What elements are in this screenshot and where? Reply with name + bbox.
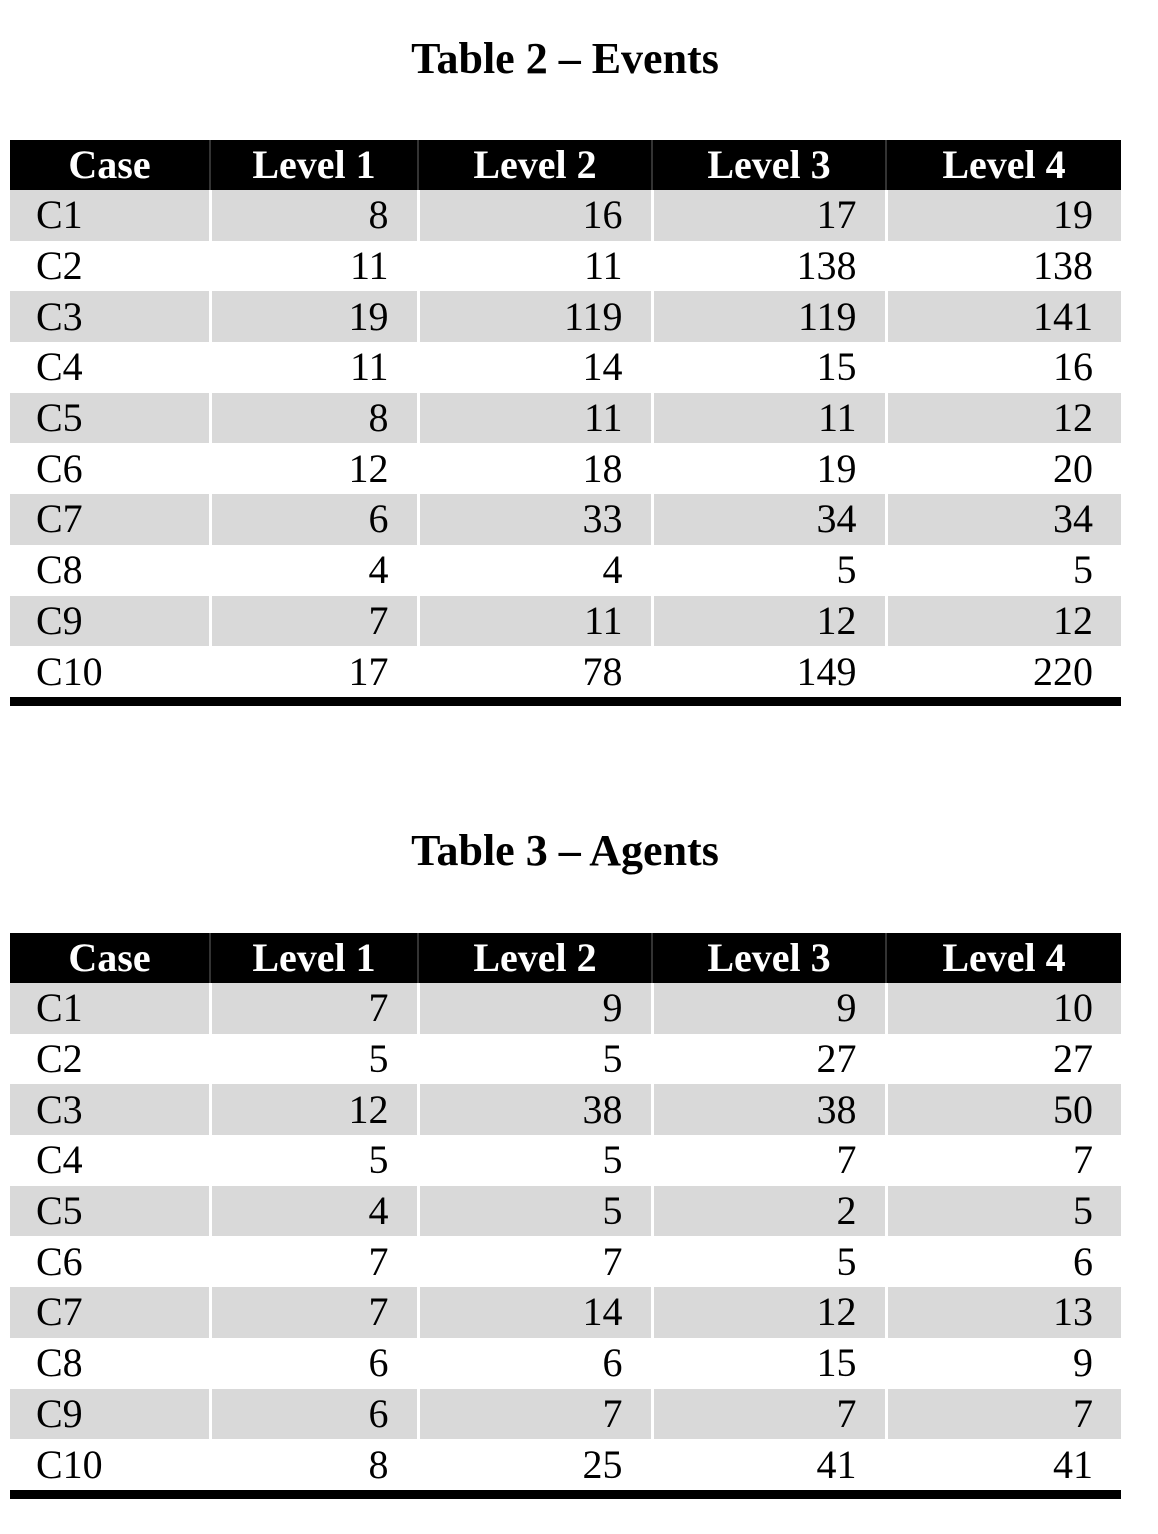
level-3-cell: 17 [652, 190, 886, 241]
case-cell: C7 [10, 1287, 210, 1338]
level-2-cell: 5 [418, 1135, 652, 1186]
level-2-cell: 7 [418, 1236, 652, 1287]
level-4-cell: 6 [886, 1236, 1121, 1287]
column-header-level-1: Level 1 [210, 933, 418, 983]
level-2-cell: 18 [418, 443, 652, 494]
level-2-cell: 119 [418, 291, 652, 342]
level-1-cell: 8 [210, 1439, 418, 1494]
column-header-case: Case [10, 140, 210, 190]
case-cell: C6 [10, 443, 210, 494]
case-cell: C7 [10, 494, 210, 545]
agents-table [10, 933, 1121, 1499]
level-2-cell: 11 [418, 393, 652, 444]
table-row [10, 1389, 1121, 1440]
level-3-cell: 9 [652, 983, 886, 1034]
level-4-cell: 9 [886, 1338, 1121, 1389]
level-1-cell: 11 [210, 342, 418, 393]
case-cell: C1 [10, 190, 210, 241]
level-3-cell: 41 [652, 1439, 886, 1494]
level-3-cell: 27 [652, 1034, 886, 1085]
level-1-cell: 12 [210, 1084, 418, 1135]
case-cell: C10 [10, 1439, 210, 1494]
level-1-cell: 4 [210, 1186, 418, 1237]
level-2-cell: 11 [418, 596, 652, 647]
level-4-cell: 19 [886, 190, 1121, 241]
table-row [10, 190, 1121, 241]
level-4-cell: 13 [886, 1287, 1121, 1338]
level-3-cell: 19 [652, 443, 886, 494]
table-row [10, 983, 1121, 1034]
level-3-cell: 12 [652, 596, 886, 647]
level-1-cell: 12 [210, 443, 418, 494]
level-3-cell: 119 [652, 291, 886, 342]
level-1-cell: 5 [210, 1135, 418, 1186]
table-row [10, 1034, 1121, 1085]
level-1-cell: 4 [210, 545, 418, 596]
table-row [10, 291, 1121, 342]
level-4-cell: 34 [886, 494, 1121, 545]
table-row [10, 1236, 1121, 1287]
level-3-cell: 15 [652, 342, 886, 393]
case-cell: C5 [10, 1186, 210, 1237]
level-4-cell: 27 [886, 1034, 1121, 1085]
level-2-cell: 33 [418, 494, 652, 545]
level-3-cell: 34 [652, 494, 886, 545]
level-2-cell: 78 [418, 646, 652, 701]
level-4-cell: 7 [886, 1389, 1121, 1440]
case-cell: C10 [10, 646, 210, 701]
level-4-cell: 7 [886, 1135, 1121, 1186]
level-1-cell: 5 [210, 1034, 418, 1085]
level-2-cell: 25 [418, 1439, 652, 1494]
table-row [10, 1084, 1121, 1135]
table-row [10, 241, 1121, 292]
level-2-cell: 14 [418, 342, 652, 393]
level-2-cell: 14 [418, 1287, 652, 1338]
level-2-cell: 5 [418, 1034, 652, 1085]
column-header-case: Case [10, 933, 210, 983]
level-4-cell: 12 [886, 596, 1121, 647]
column-header-level-1: Level 1 [210, 140, 418, 190]
column-header-level-2: Level 2 [418, 933, 652, 983]
level-1-cell: 6 [210, 1389, 418, 1440]
case-cell: C6 [10, 1236, 210, 1287]
level-3-cell: 12 [652, 1287, 886, 1338]
table-3-title: Table 3 – Agents [411, 826, 719, 875]
events-table [10, 140, 1121, 706]
table-row [10, 1338, 1121, 1389]
table-row [10, 494, 1121, 545]
level-4-cell: 41 [886, 1439, 1121, 1494]
table-row [10, 1287, 1121, 1338]
level-1-cell: 6 [210, 494, 418, 545]
column-header-level-2: Level 2 [418, 140, 652, 190]
level-4-cell: 16 [886, 342, 1121, 393]
level-2-cell: 16 [418, 190, 652, 241]
case-cell: C2 [10, 1034, 210, 1085]
header-row [10, 140, 1121, 190]
table-row [10, 393, 1121, 444]
level-1-cell: 11 [210, 241, 418, 292]
level-2-cell: 38 [418, 1084, 652, 1135]
level-3-cell: 149 [652, 646, 886, 701]
level-2-cell: 5 [418, 1186, 652, 1237]
column-header-level-3: Level 3 [652, 933, 886, 983]
column-header-level-4: Level 4 [886, 933, 1121, 983]
level-4-cell: 20 [886, 443, 1121, 494]
level-1-cell: 17 [210, 646, 418, 701]
level-1-cell: 19 [210, 291, 418, 342]
table-row [10, 1439, 1121, 1494]
case-cell: C1 [10, 983, 210, 1034]
level-4-cell: 5 [886, 545, 1121, 596]
level-3-cell: 15 [652, 1338, 886, 1389]
table-row [10, 596, 1121, 647]
table-row [10, 342, 1121, 393]
case-cell: C9 [10, 596, 210, 647]
table-row [10, 443, 1121, 494]
table-row [10, 646, 1121, 701]
level-4-cell: 220 [886, 646, 1121, 701]
header-row [10, 933, 1121, 983]
level-1-cell: 6 [210, 1338, 418, 1389]
case-cell: C9 [10, 1389, 210, 1440]
level-1-cell: 7 [210, 983, 418, 1034]
level-4-cell: 5 [886, 1186, 1121, 1237]
level-1-cell: 7 [210, 1287, 418, 1338]
level-3-cell: 138 [652, 241, 886, 292]
table-2-title: Table 2 – Events [411, 34, 719, 83]
column-header-level-4: Level 4 [886, 140, 1121, 190]
table-row [10, 1186, 1121, 1237]
case-cell: C5 [10, 393, 210, 444]
case-cell: C3 [10, 291, 210, 342]
table-row [10, 1135, 1121, 1186]
level-4-cell: 50 [886, 1084, 1121, 1135]
level-1-cell: 7 [210, 1236, 418, 1287]
case-cell: C2 [10, 241, 210, 292]
level-3-cell: 38 [652, 1084, 886, 1135]
level-2-cell: 11 [418, 241, 652, 292]
level-4-cell: 10 [886, 983, 1121, 1034]
case-cell: C4 [10, 342, 210, 393]
table-row [10, 545, 1121, 596]
level-4-cell: 138 [886, 241, 1121, 292]
level-1-cell: 8 [210, 393, 418, 444]
level-2-cell: 9 [418, 983, 652, 1034]
level-3-cell: 5 [652, 545, 886, 596]
level-1-cell: 8 [210, 190, 418, 241]
level-2-cell: 6 [418, 1338, 652, 1389]
case-cell: C8 [10, 1338, 210, 1389]
column-header-level-3: Level 3 [652, 140, 886, 190]
level-3-cell: 2 [652, 1186, 886, 1237]
case-cell: C3 [10, 1084, 210, 1135]
level-4-cell: 141 [886, 291, 1121, 342]
level-2-cell: 4 [418, 545, 652, 596]
level-2-cell: 7 [418, 1389, 652, 1440]
level-3-cell: 7 [652, 1135, 886, 1186]
level-4-cell: 12 [886, 393, 1121, 444]
level-3-cell: 5 [652, 1236, 886, 1287]
level-3-cell: 11 [652, 393, 886, 444]
case-cell: C4 [10, 1135, 210, 1186]
level-1-cell: 7 [210, 596, 418, 647]
level-3-cell: 7 [652, 1389, 886, 1440]
case-cell: C8 [10, 545, 210, 596]
